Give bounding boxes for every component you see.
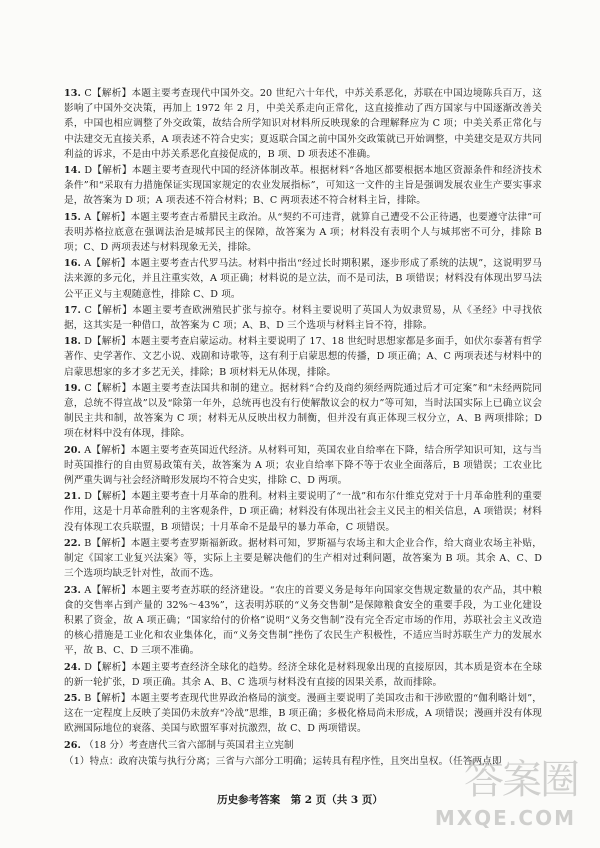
answer-item-text: A【解析】本题主要考查英国近代经济。从材料可知，英国农业自给率在下降，结合所学知识可知，这与当时英国推行的自由贸易政策有关，故答案为 A 项；农业自给率下降不等于农业全面落后，B 项错误；工农业比例严重失调与社会经济畸形发展均不符合史实，排除 C、D 两项。 xyxy=(64,444,542,487)
answer-item-text: D【解析】本题主要考查十月革命的胜利。材料主要说明了“一战”和布尔什维克党对于十月革命胜利的重要作用，这是十月革命胜利的主客观条件，D 项正确；材料没有体现出社会主义民主的相关信息，A 项错误；材料没有体现工农兵联盟，B 项错误；十月革命不是最早的暴力革命，C 项错误。 xyxy=(64,491,542,533)
answer-item xyxy=(64,381,542,442)
answer-item xyxy=(64,691,542,737)
answer-list xyxy=(64,86,542,753)
answer-item-text: C【解析】本题主要考查法国共和制的建立。据材料“合约及商约须经两院通过后才可定案”和“未经两院同意，总统不得宣战”以及“除第一年外，总统再也没有行使解散议会的权力”等可知，当时法国实际上已确立议会制民主共和制，故答案为 C 项；材料无从反映出权力制衡，但并没有真正体现三权分立，A、B 两项排除；D 项在材料中没有体现，排除。 xyxy=(64,382,542,440)
answer-item-text: D【解析】本题主要考查现代中国的经济体制改革。根据材料“各地区都要根据本地区资源条件和经济技术条件”和“采取有力措施保证实现国家规定的农业发展指标”，可知这一文件的主旨是强调发展农业生产要实事求是，故答案为 D 项；A 项表述不符合材料；B、C 两项表述不符合材料主旨，排除。 xyxy=(64,165,542,207)
answer-item-text: D【解析】本题主要考查经济全球化的趋势。经济全球化是材料现象出现的直接原因，其本质是资本在全球的新一轮扩张，D 项正确。其余 A、B、C 选项与材料没有直接的因果关系，故而排除。 xyxy=(64,661,543,688)
answer-item xyxy=(64,660,542,690)
answer-item-number: 19. xyxy=(64,382,81,394)
answer-item-number: 18. xyxy=(64,336,81,348)
answer-item-text: B【解析】本题主要考查罗斯福新政。据材料可知，罗斯福与农场主和大企业合作，给大商业农场主补贴，制定《国家工业复兴法案》等，实际上主要是解决他们的生产相对过剩问题，故答案为 B 项。其余 A、C、D 三个选项均缺乏针对性，故而不选。 xyxy=(64,537,543,580)
answer-item-number: 17. xyxy=(64,304,81,316)
answer-item-text: （18 分）考查唐代三省六部制与英国君主立宪制 xyxy=(84,739,294,751)
answer-item-text: A【解析】本题主要考查古希腊民主政治。从“契约不可违背，就算自己遭受不公正待遇，也要遵守法律”可表明苏格拉底意在强调法治是城邦民主的保障，故答案为 A 项；材料没有表明个人与城邦密不可分，排除 B 项；C、D 两项表述与材料现象无关，排除。 xyxy=(64,211,542,254)
answer-item-number: 16. xyxy=(64,258,81,270)
answer-item-number: 13. xyxy=(64,88,81,99)
answer-item-number: 22. xyxy=(64,537,81,549)
answer-item-number: 21. xyxy=(64,491,81,503)
answer-item-number: 26. xyxy=(64,739,81,751)
answer-subline: （1）特点：政府决策与执行分离；三省与六部分工明确；运转具有程序性，且突出皇权。（任答两点即 xyxy=(64,755,502,767)
answer-item xyxy=(64,334,542,380)
answer-item xyxy=(64,163,542,209)
answer-item xyxy=(64,536,542,582)
answer-item-number: 23. xyxy=(64,584,81,596)
watermark-logo: 答案圈 MXQE.COM xyxy=(434,757,578,830)
answer-item-number: 24. xyxy=(64,661,81,673)
answer-item xyxy=(64,443,542,489)
answer-item xyxy=(64,86,542,162)
answer-item-text: D【解析】本题主要考查启蒙运动。材料主要说明了 17、18 世纪时思想家都是多面手，如伏尔泰著有哲学著作、史学著作、文艺小说、戏剧和诗歌等，这有利于启蒙思想的传播，D 项正确；A、C 两项表述与材料中的启蒙思想家的多才多艺无关，排除；B 项材料无从体现，排除。 xyxy=(64,336,542,378)
answer-item-text: B【解析】本题主要考查现代世界政治格局的演变。漫画主要说明了美国攻击和干涉欧盟的“伽利略计划”，这在一定程度上反映了美国仍未放弃“冷战”思维，B 项正确；多极化格局尚未形成，A 项错误；漫画并没有体现欧洲国际地位的衰落、美国与欧盟军事对抗激烈，故 C、D 两项错误。 xyxy=(64,692,542,735)
answer-item xyxy=(64,738,542,753)
answer-item xyxy=(64,489,542,535)
answer-item-text: A【解析】本题主要考查苏联的经济建设。“农庄的首要义务是每年向国家交售规定数量的农产品，其中粮食的交售率占到产量的 32%～43%”，这表明苏联的“义务交售制”是保障粮食安全的重要手段，为工业化建设积累了资金，故 A 项正确；“国家给付的价格”说明“义务交售制”没有完全否定市场的作用，苏联社会主义改造的核心措施是工业化和农业集体化，而“义务交售制”挫伤了农民生产积极性，不适应当时苏联生产力的发展水平，故 B、C、D 三项不准确。 xyxy=(64,584,542,657)
answer-item-text: C【解析】本题主要考查现代中国外交。20 世纪六十年代，中苏关系恶化，苏联在中国边境陈兵百万，这影响了中国外交决策，再加上 1972 年 2 月，中美关系走向正常化，这直接推动了西方国家与中国逐渐改善关系，中国也相应调整了外交政策，故结合所学知识对材料所反映现象的合理解释应为 C 项；中美关系正常化与中法建交无直接关系，A 项表述不符合史实；夏返联合国之前中国外交政策就已开始调整，中美建交是双方共同利益的诉求，不是由中苏关系恶化直接促成的，B 项、D 项表述不准确。 xyxy=(64,88,542,160)
answer-item xyxy=(64,583,542,659)
answer-item-number: 20. xyxy=(64,444,81,456)
answer-item xyxy=(64,256,542,302)
answer-item xyxy=(64,303,542,333)
answer-item xyxy=(64,210,542,256)
answer-body xyxy=(64,86,542,770)
answer-item-number: 15. xyxy=(64,211,81,223)
answer-item-number: 14. xyxy=(64,165,81,177)
answer-item-text: C【解析】本题主要考查欧洲殖民扩张与掠夺。材料主要说明了英国人为奴隶贸易，从《圣经》中寻找依据，这其实是一种借口，故答案为 C 项；A、B、D 三个选项与材料主旨不符，排除。 xyxy=(64,304,542,332)
page-footer: 历史参考答案 第 2 页（共 3 页） xyxy=(217,794,383,806)
answer-item-text: A【解析】本题主要考查古代罗马法。材料中指出“经过长时期积累，逐步形成了系统的法规”，这说明罗马法来源的多元化，并且注重实效，A 项正确；材料说的是立法，而不是司法，B 项错误；材料没有体现出罗马法公平正义与主观随意性，排除 C、D 项。 xyxy=(64,258,542,300)
answer-item-number: 25. xyxy=(64,692,81,704)
